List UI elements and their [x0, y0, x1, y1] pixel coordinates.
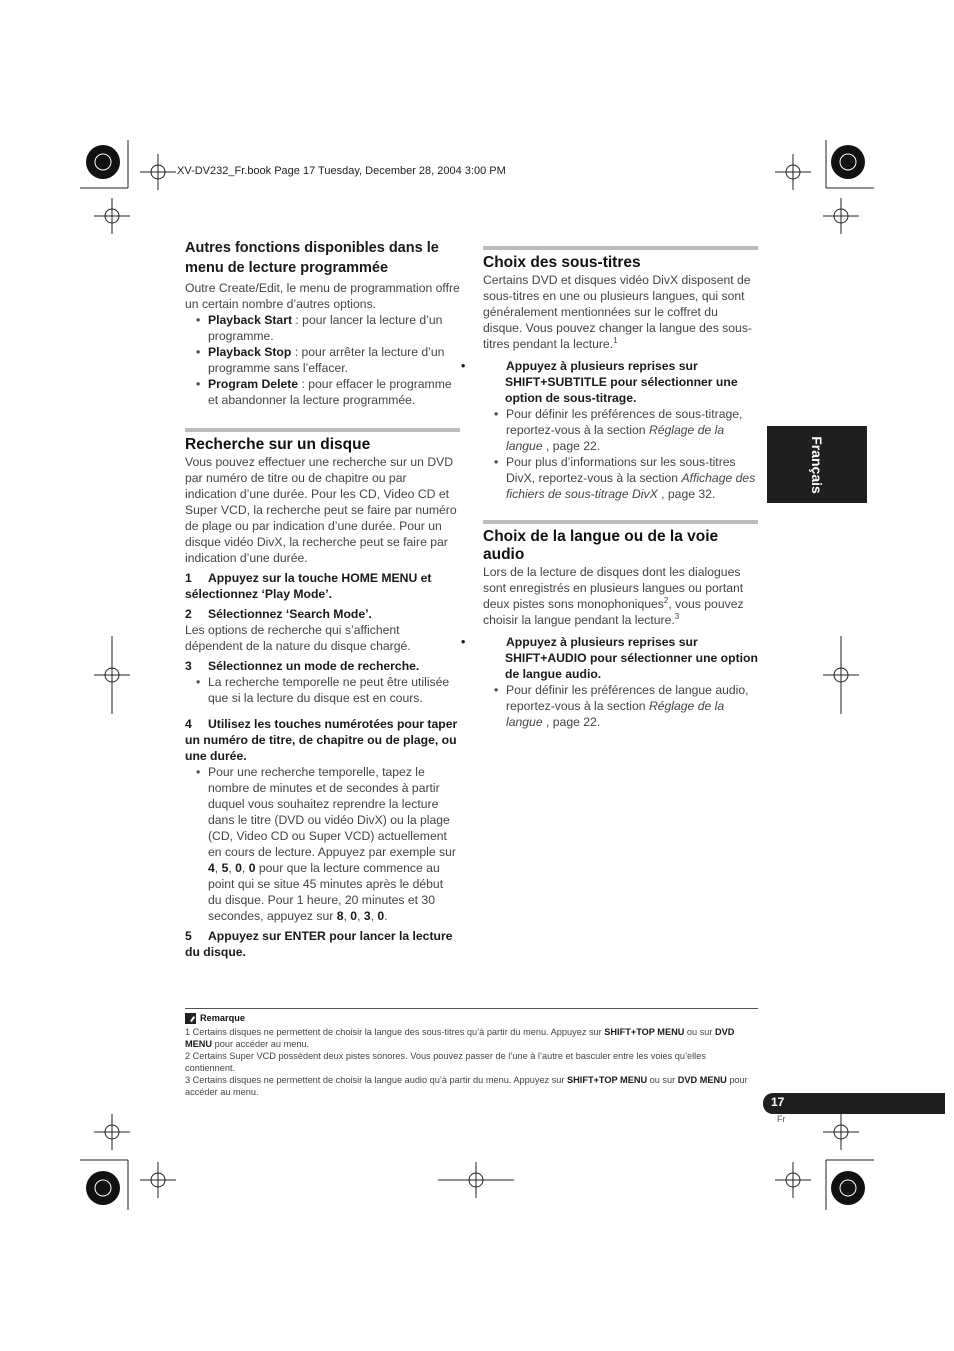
left-column [185, 238, 460, 960]
section-title-audio: Choix de la langue ou de la voie audio [483, 528, 719, 563]
list-item: • Pour définir les préférences de langue audio, reportez-vous à la section Réglage de la langue , page 22. [506, 682, 758, 730]
note-2: 2 Certains Super VCD possèdent deux pistes sonores. Vous pouvez passer de l’une à l’autre et basculer entre les voies qu’elles contiennent. [185, 1051, 706, 1073]
step-2: 2 Sélectionnez ‘Search Mode’. [185, 607, 372, 621]
page-number-bar [763, 1093, 945, 1114]
audio-step: • Appuyez à plusieurs reprises sur SHIFT+AUDIO pour sélectionner une option de langue audio. [461, 635, 758, 681]
notes-header [185, 1012, 758, 1024]
step-3-notes [185, 674, 460, 706]
file-header-line: XV-DV232_Fr.book Page 17 Tuesday, December 28, 2004 3:00 PM [177, 165, 506, 177]
subtitles-intro: Certains DVD et disques vidéo DivX disposent de sous-titres en une ou plusieurs langues, qui sont généralement mentionnées sur le coffret du disque. Vous pouvez changer la langue des sous-titres pendant la lecture.$^1$ [483, 273, 752, 351]
right-column [461, 246, 758, 730]
list-item: • Program Delete : pour effacer le programme et abandonner la lecture programmée. [208, 376, 460, 408]
subtitles-step: • Appuyez à plusieurs reprises sur SHIFT+SUBTITLE pour sélectionner une option de sous-titrage. [461, 359, 738, 405]
step-3: 3 Sélectionnez un mode de recherche. [185, 659, 420, 673]
language-side-tab [767, 426, 867, 503]
step-5: 5 Appuyez sur ENTER pour lancer la lecture du disque. [185, 929, 453, 959]
notes-title: Remarque [200, 1013, 245, 1023]
note-3: 3 Certains disques ne permettent de choisir la langue audio qu’à partir du menu. Appuyez sur SHIFT+TOP MENU ou sur DVD MENU pour accéder au menu. [185, 1075, 748, 1097]
notes-rule [185, 1008, 758, 1009]
audio-intro: Lors de la lecture de disques dont les dialogues sont enregistrés en plusieurs langues ou portant deux pistes sons monophoniques$^2$, vous pouvez choisir la langue pendant la lecture.$^3$ [483, 565, 744, 627]
list-item: • Playback Start : pour lancer la lecture d’un programme. [208, 312, 460, 344]
list-item: • Pour une recherche temporelle, tapez le nombre de minutes et de secondes à partir duquel vous souhaitez reprendre la lecture dans le titre (DVD ou vidéo DivX) ou la plage (CD, Video CD ou Super VCD) actuellement en cours de lecture. Appuyez par exemple sur 4, 5, 0, 0 pour que la lecture commence au point qui se situe 45 minutes après le début du disque. Pour 1 heure, 20 minutes et 30 secondes, appuyez sur 8, 0, 3, 0. [208, 764, 460, 924]
page-number: 17 [771, 1095, 785, 1109]
section-title-subtitles: Choix des sous-titres [483, 254, 641, 271]
list-item: • Pour plus d’informations sur les sous-titres DivX, reportez-vous à la section Affichage des fichiers de sous-titrage DivX , page 32. [506, 454, 758, 502]
section-title-search: Recherche sur un disque [185, 436, 371, 453]
step-4: 4 Utilisez les touches numérotées pour taper un numéro de titre, de chapitre ou de plage, ou une durée. [185, 717, 458, 763]
page-language-code: Fr [777, 1114, 786, 1124]
note-1: 1 Certains disques ne permettent de choisir la langue des sous-titres qu’à partir du menu. Appuyez sur SHIFT+TOP MENU ou sur DVD MENU pour accéder au menu. [185, 1027, 735, 1049]
subsection-intro: Outre Create/Edit, le menu de programmation offre un certain nombre d’autres options. [185, 281, 460, 311]
step-1: 1 Appuyez sur la touche HOME MENU et sélectionnez ‘Play Mode’. [185, 571, 432, 601]
subtitles-notes [483, 406, 758, 502]
list-item: • La recherche temporelle ne peut être utilisée que si la lecture du disque est en cours. [208, 674, 460, 706]
search-intro: Vous pouvez effectuer une recherche sur un DVD par numéro de titre ou de chapitre ou par indication d’une durée. Pour les CD, Video CD et Super VCD, la recherche peut se faire par numéro de plage ou par indication d’une durée. Pour un disque vidéo DivX, la recherche peut se faire par indication d’une durée. [185, 455, 457, 565]
note-icon [185, 1013, 196, 1024]
step-4-notes [185, 764, 460, 924]
language-tab-label: Français [809, 435, 825, 494]
list-item: • Playback Stop : pour arrêter la lecture d’un programme sans l’effacer. [208, 344, 460, 376]
subsection-title: Autres fonctions disponibles dans le menu de lecture programmée [185, 240, 439, 276]
step-2-text: Les options de recherche qui s’affichent dépendent de la nature du disque chargé. [185, 623, 411, 653]
audio-notes [483, 682, 758, 730]
program-options-list [185, 312, 460, 408]
list-item: • Pour définir les préférences de sous-titrage, reportez-vous à la section Réglage de la langue , page 22. [506, 406, 758, 454]
notes-block [185, 1008, 758, 1098]
